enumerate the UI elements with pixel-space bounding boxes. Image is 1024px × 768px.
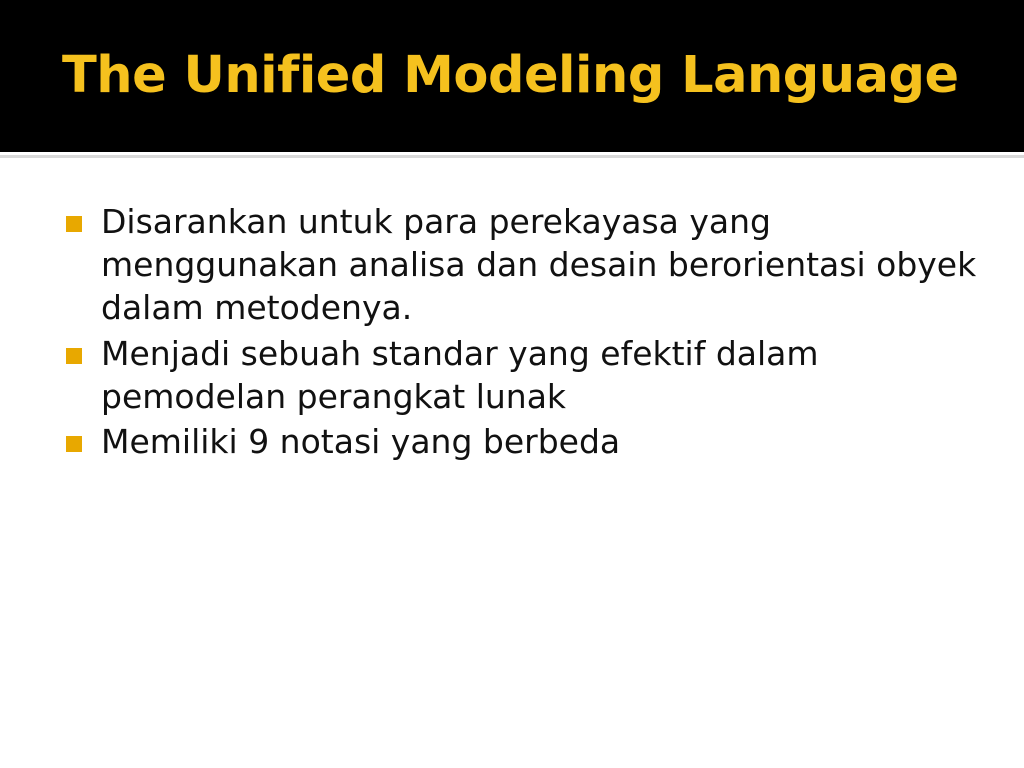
list-item: [66, 420, 994, 463]
page-title: The Unified Modeling Language: [62, 46, 959, 106]
title-divider: [0, 155, 1024, 158]
list-item-text: Menjadi sebuah standar yang efektif dalam pemodelan perangkat lunak: [101, 333, 819, 416]
list-item: [66, 200, 994, 330]
square-bullet-icon: [66, 216, 82, 232]
square-bullet-icon: [66, 436, 82, 452]
bullet-list: [0, 200, 1024, 465]
list-item-text: Disarankan untuk para perekayasa yang menggunakan analisa dan desain berorientasi obyek dalam metodenya.: [101, 202, 977, 328]
square-bullet-icon: [66, 348, 82, 364]
title-bar: [0, 0, 1024, 152]
list-item-text: Memiliki 9 notasi yang berbeda: [101, 422, 621, 462]
list-item: [66, 332, 994, 418]
